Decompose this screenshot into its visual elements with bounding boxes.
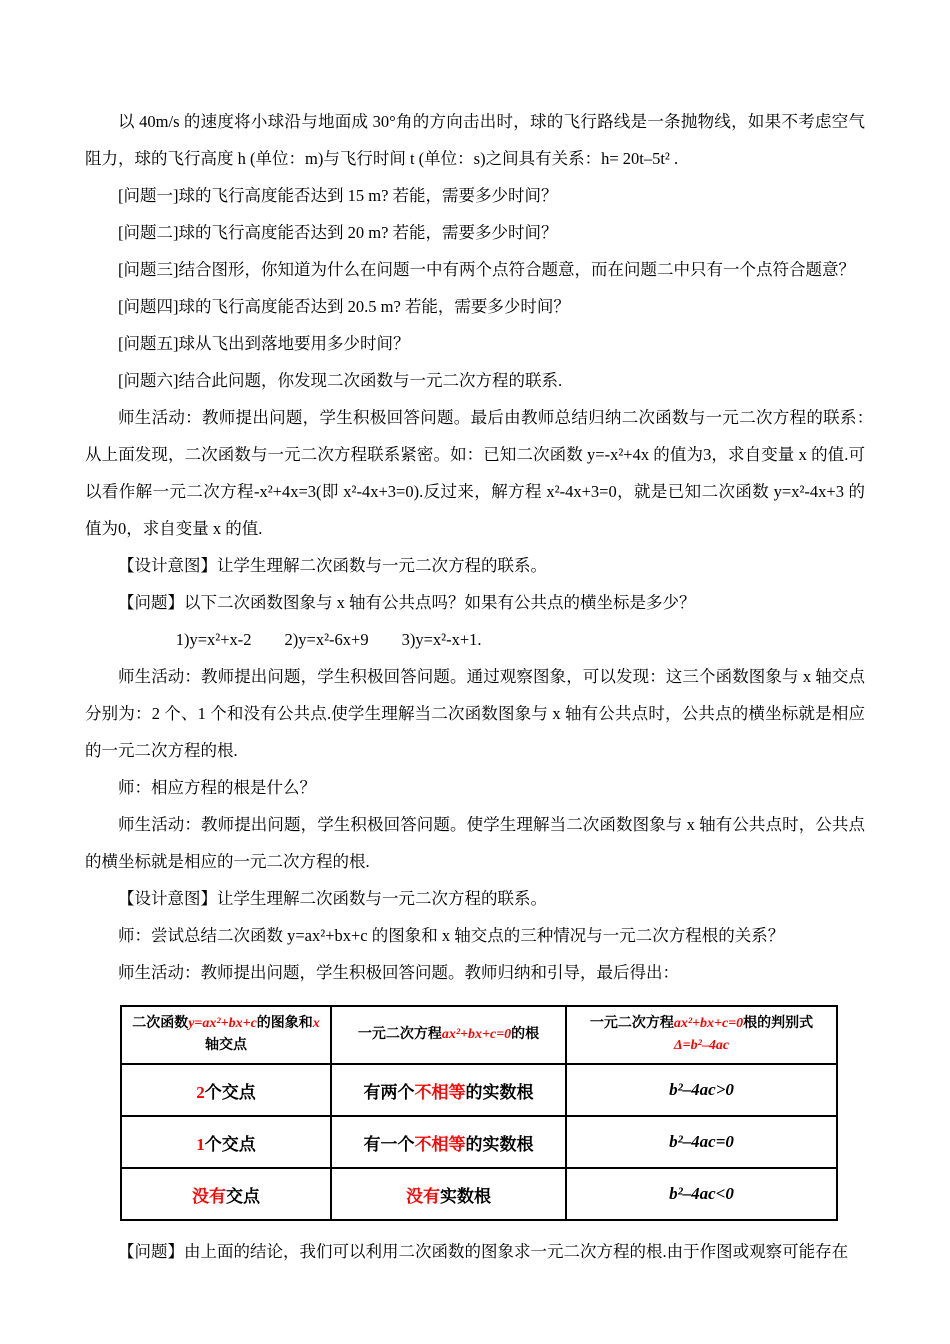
paragraph-teacher-activity-4: 师生活动：教师提出问题，学生积极回答问题。教师归纳和引导，最后得出： (118, 963, 679, 982)
cell-highlight: 2 (196, 1082, 205, 1102)
paragraph-question-4: [问题四]球的飞行高度能否达到 20.5 m? 若能，需要多少时间？ (118, 297, 570, 316)
paragraph-teacher-activity-2: 师生活动：教师提出问题，学生积极回答问题。通过观察图象，可以发现：这三个函数图象与 x 轴交点分别为：2 个、1 个和没有公共点.使学生理解当二次函数图象与 x 轴有公共点时，公共点的横坐标就是相应的一元二次方程的根. (85, 667, 865, 760)
cell-highlight: 不相等 (414, 1134, 466, 1154)
table-header-row (121, 1006, 837, 1064)
paragraph-question-6: [问题六]结合此问题，你发现二次函数与一元二次方程的联系. (118, 371, 563, 390)
paragraph-question-1: [问题一]球的飞行高度能否达到 15 m? 若能，需要多少时间？ (118, 186, 558, 205)
table-row-no-intersection (121, 1168, 837, 1220)
paragraph-closing: 【问题】由上面的结论，我们可以利用二次函数的图象求一元二次方程的根.由于作图或观察可能存在 (118, 1242, 849, 1261)
paragraph-design-intent-1: 【设计意图】让学生理解二次函数与一元二次方程的联系。 (118, 556, 547, 575)
cell-intersections (121, 1116, 331, 1168)
header-text: 根的判别式 (743, 1016, 814, 1031)
cell-discriminant (566, 1064, 837, 1116)
paragraph-summary-prompt: 师：尝试总结二次函数 y=ax²+bx+c 的图象和 x 轴交点的三种情况与一元二次方程根的关系？ (118, 926, 785, 945)
cell-discriminant (566, 1168, 837, 1220)
header-formula: y=ax²+bx+c (188, 1016, 257, 1031)
cell-text: 有一个 (363, 1134, 415, 1154)
cell-text: 交点 (226, 1186, 260, 1206)
paragraph-intro: 以 40m/s 的速度将小球沿与地面成 30°角的方向击出时，球的飞行路线是一条抛物线，如果不考虑空气阻力，球的飞行高度 h (单位：m)与飞行时间 t (单位：s)之间具有关系：h= 20t–5t² . (85, 112, 865, 168)
cell-formula: b²–4ac>0 (669, 1080, 734, 1099)
document-body (85, 103, 882, 991)
cell-highlight: 1 (196, 1134, 205, 1154)
cell-text: 的实数根 (465, 1082, 534, 1102)
header-formula: ax²+bx+c=0 (441, 1027, 512, 1042)
header-text: 二次函数 (132, 1016, 189, 1031)
cell-text: 个交点 (204, 1134, 256, 1154)
header-text: 一元二次方程 (589, 1016, 674, 1031)
paragraph-question-5: [问题五]球从飞出到落地要用多少时间？ (118, 334, 410, 353)
cell-highlight: 没有 (192, 1186, 226, 1206)
relation-table (120, 1005, 838, 1221)
cell-text: 实数根 (440, 1186, 491, 1206)
paragraph-teacher-question: 师：相应方程的根是什么？ (118, 778, 316, 797)
header-text: 的根 (511, 1027, 540, 1042)
header-formula: ax²+bx+c=0 (673, 1016, 744, 1031)
paragraph-question-3: [问题三]结合图形，你知道为什么在问题一中有两个点符合题意，而在问题二中只有一个点符合题意？ (118, 260, 855, 279)
cell-formula: b²–4ac<0 (669, 1184, 734, 1203)
header-text: 的图象和 (256, 1016, 313, 1031)
cell-text: 有两个 (363, 1082, 415, 1102)
cell-formula: b²–4ac=0 (669, 1132, 734, 1151)
header-text: 一元二次方程 (357, 1027, 442, 1042)
header-cell-equation-roots (331, 1006, 566, 1064)
header-formula: x (312, 1016, 320, 1031)
header-formula: Δ=b²–4ac (673, 1038, 730, 1053)
cell-discriminant (566, 1116, 837, 1168)
header-cell-graph-intersections (121, 1006, 331, 1064)
paragraph-problem-functions: 【问题】以下二次函数图象与 x 轴有公共点吗？如果有公共点的横坐标是多少？ (118, 593, 696, 612)
paragraph-equations: 1)y=x²+x-2 2)y=x²-6x+9 3)y=x²-x+1. (175, 630, 482, 649)
cell-text: 的实数根 (465, 1134, 534, 1154)
header-cell-discriminant (566, 1006, 837, 1064)
cell-text: 个交点 (204, 1082, 256, 1102)
cell-intersections (121, 1168, 331, 1220)
cell-highlight: 不相等 (414, 1082, 466, 1102)
paragraph-design-intent-2: 【设计意图】让学生理解二次函数与一元二次方程的联系。 (118, 889, 547, 908)
cell-intersections (121, 1064, 331, 1116)
paragraph-teacher-activity-1: 师生活动：教师提出问题，学生积极回答问题。最后由教师总结归纳二次函数与一元二次方程的联系： 从上面发现，二次函数与一元二次方程联系紧密。如：已知二次函数 y=-x²+4x 的值为3，求自变量 x 的值.可以看作解一元二次方程-x²+4x=3(即 x²-4x+3=0).反过来，解方程 x²-4x+3=0，就是已知二次函数 y=x²-4x+3 的值为0，求自变量 x 的值. (85, 408, 882, 538)
header-text: 轴交点 (205, 1038, 247, 1053)
cell-highlight: 没有 (406, 1186, 440, 1206)
paragraph-teacher-activity-3: 师生活动：教师提出问题，学生积极回答问题。使学生理解当二次函数图象与 x 轴有公共点时，公共点的横坐标就是相应的一元二次方程的根. (85, 815, 865, 871)
table-row-two-intersections (121, 1064, 837, 1116)
table-row-one-intersection (121, 1116, 837, 1168)
paragraph-question-2: [问题二]球的飞行高度能否达到 20 m? 若能，需要多少时间？ (118, 223, 558, 242)
cell-roots (331, 1168, 566, 1220)
cell-roots (331, 1116, 566, 1168)
cell-roots (331, 1064, 566, 1116)
